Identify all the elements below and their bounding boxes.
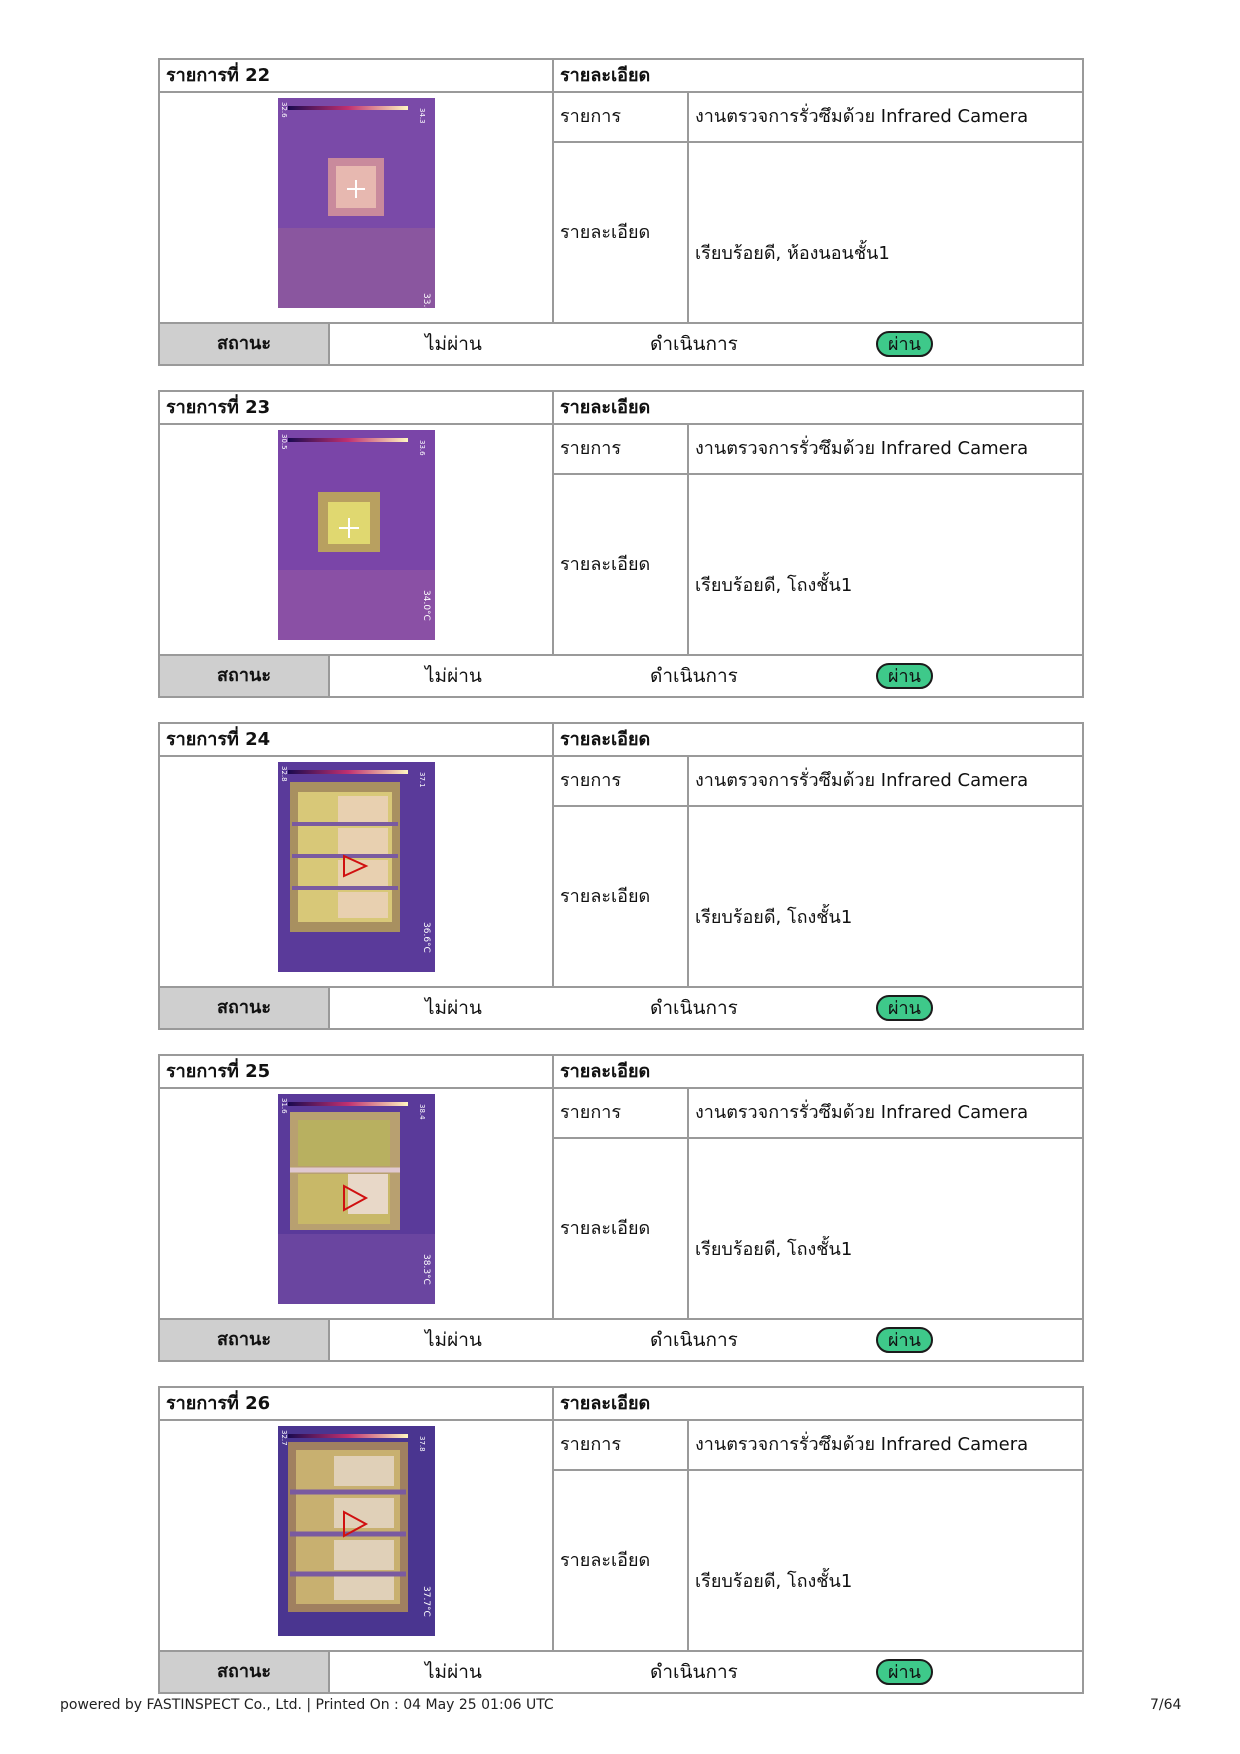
thermal-scale-min: 32.6 xyxy=(280,102,288,118)
detail-value: เรียบร้อยดี, โถงชั้น1 xyxy=(695,575,853,596)
status-pass-badge[interactable]: ผ่าน xyxy=(876,1659,933,1685)
item-value: งานตรวจการรั่วซึมด้วย Infrared Camera xyxy=(689,425,1082,475)
item-title: รายการที่ 23 xyxy=(160,392,554,425)
status-in-progress-option[interactable]: ดำเนินการ xyxy=(650,1661,738,1683)
status-row xyxy=(160,1650,1082,1692)
item-label: รายการ xyxy=(554,757,689,807)
photo-cell xyxy=(160,1421,554,1650)
thermal-scale-max: 33.6 xyxy=(418,440,426,456)
detail-value: เรียบร้อยดี, โถงชั้น1 xyxy=(695,907,853,928)
detail-header: รายละเอียด xyxy=(554,1056,1082,1089)
item-label: รายการ xyxy=(554,1421,689,1471)
photo-cell xyxy=(160,757,554,986)
detail-label: รายละเอียด xyxy=(554,807,689,986)
thermal-image[interactable] xyxy=(278,430,435,640)
status-in-progress-option[interactable]: ดำเนินการ xyxy=(650,997,738,1019)
status-in-progress-option[interactable]: ดำเนินการ xyxy=(650,1329,738,1351)
thermal-scale-max: 37.1 xyxy=(418,772,426,788)
thermal-scale-max: 37.8 xyxy=(418,1436,426,1452)
thermal-image[interactable] xyxy=(278,1094,435,1304)
thermal-readout: 33.4°C xyxy=(421,293,431,324)
status-fail-option[interactable]: ไม่ผ่าน xyxy=(425,333,482,355)
status-fail-option[interactable]: ไม่ผ่าน xyxy=(425,665,482,687)
photo-cell xyxy=(160,1089,554,1318)
status-row xyxy=(160,986,1082,1028)
item-title: รายการที่ 25 xyxy=(160,1056,554,1089)
thermal-readout: 37.7°C xyxy=(421,1586,431,1617)
item-value: งานตรวจการรั่วซึมด้วย Infrared Camera xyxy=(689,93,1082,143)
status-fail-option[interactable]: ไม่ผ่าน xyxy=(425,1329,482,1351)
item-value: งานตรวจการรั่วซึมด้วย Infrared Camera xyxy=(689,1089,1082,1139)
status-row xyxy=(160,322,1082,364)
thermal-scale-max: 38.4 xyxy=(418,1104,426,1120)
item-value: งานตรวจการรั่วซึมด้วย Infrared Camera xyxy=(689,757,1082,807)
photo-cell xyxy=(160,425,554,654)
status-label: สถานะ xyxy=(160,324,330,364)
status-in-progress-option[interactable]: ดำเนินการ xyxy=(650,333,738,355)
thermal-scale-max: 34.3 xyxy=(418,108,426,124)
detail-value: เรียบร้อยดี, โถงชั้น1 xyxy=(695,1239,853,1260)
status-fail-option[interactable]: ไม่ผ่าน xyxy=(425,997,482,1019)
detail-header: รายละเอียด xyxy=(554,392,1082,425)
thermal-scale-min: 32.8 xyxy=(280,766,288,782)
detail-header: รายละเอียด xyxy=(554,1388,1082,1421)
detail-value-cell xyxy=(689,807,1082,986)
detail-value-cell xyxy=(689,475,1082,654)
detail-value-cell xyxy=(689,1139,1082,1318)
status-pass-badge[interactable]: ผ่าน xyxy=(876,995,933,1021)
inspection-item-card xyxy=(158,722,1084,1030)
item-title: รายการที่ 26 xyxy=(160,1388,554,1421)
status-pass-badge[interactable]: ผ่าน xyxy=(876,663,933,689)
status-pass-badge[interactable]: ผ่าน xyxy=(876,331,933,357)
item-value: งานตรวจการรั่วซึมด้วย Infrared Camera xyxy=(689,1421,1082,1471)
status-row xyxy=(160,654,1082,696)
footer-powered-by: powered by FASTINSPECT Co., Ltd. | Printed On : 04 May 25 01:06 UTC xyxy=(60,1697,554,1713)
thermal-readout: 36.6°C xyxy=(421,922,431,953)
inspection-item-card xyxy=(158,390,1084,698)
status-label: สถานะ xyxy=(160,656,330,696)
detail-value-cell xyxy=(689,1471,1082,1650)
status-pass-badge[interactable]: ผ่าน xyxy=(876,1327,933,1353)
detail-label: รายละเอียด xyxy=(554,1471,689,1650)
status-row xyxy=(160,1318,1082,1360)
item-title: รายการที่ 22 xyxy=(160,60,554,93)
thermal-readout: 34.0°C xyxy=(421,590,431,621)
status-label: สถานะ xyxy=(160,988,330,1028)
detail-header: รายละเอียด xyxy=(554,724,1082,757)
footer-page-number: 7/64 xyxy=(1150,1697,1182,1713)
status-label: สถานะ xyxy=(160,1652,330,1692)
inspection-item-card xyxy=(158,1386,1084,1694)
item-label: รายการ xyxy=(554,93,689,143)
thermal-readout: 38.3°C xyxy=(421,1254,431,1285)
item-label: รายการ xyxy=(554,1089,689,1139)
detail-value-cell xyxy=(689,143,1082,322)
thermal-image[interactable] xyxy=(278,1426,435,1636)
thermal-scale-min: 32.7 xyxy=(280,1430,288,1446)
detail-label: รายละเอียด xyxy=(554,143,689,322)
item-title: รายการที่ 24 xyxy=(160,724,554,757)
status-in-progress-option[interactable]: ดำเนินการ xyxy=(650,665,738,687)
inspection-item-card xyxy=(158,1054,1084,1362)
thermal-scale-min: 31.6 xyxy=(280,1098,288,1114)
detail-label: รายละเอียด xyxy=(554,475,689,654)
thermal-image[interactable] xyxy=(278,98,435,324)
inspection-item-card xyxy=(158,58,1084,366)
status-fail-option[interactable]: ไม่ผ่าน xyxy=(425,1661,482,1683)
detail-value: เรียบร้อยดี, ห้องนอนชั้น1 xyxy=(695,243,890,264)
detail-header: รายละเอียด xyxy=(554,60,1082,93)
thermal-image[interactable] xyxy=(278,762,435,972)
detail-value: เรียบร้อยดี, โถงชั้น1 xyxy=(695,1571,853,1592)
detail-label: รายละเอียด xyxy=(554,1139,689,1318)
photo-cell xyxy=(160,93,554,322)
status-label: สถานะ xyxy=(160,1320,330,1360)
thermal-scale-min: 30.5 xyxy=(280,434,288,450)
item-label: รายการ xyxy=(554,425,689,475)
